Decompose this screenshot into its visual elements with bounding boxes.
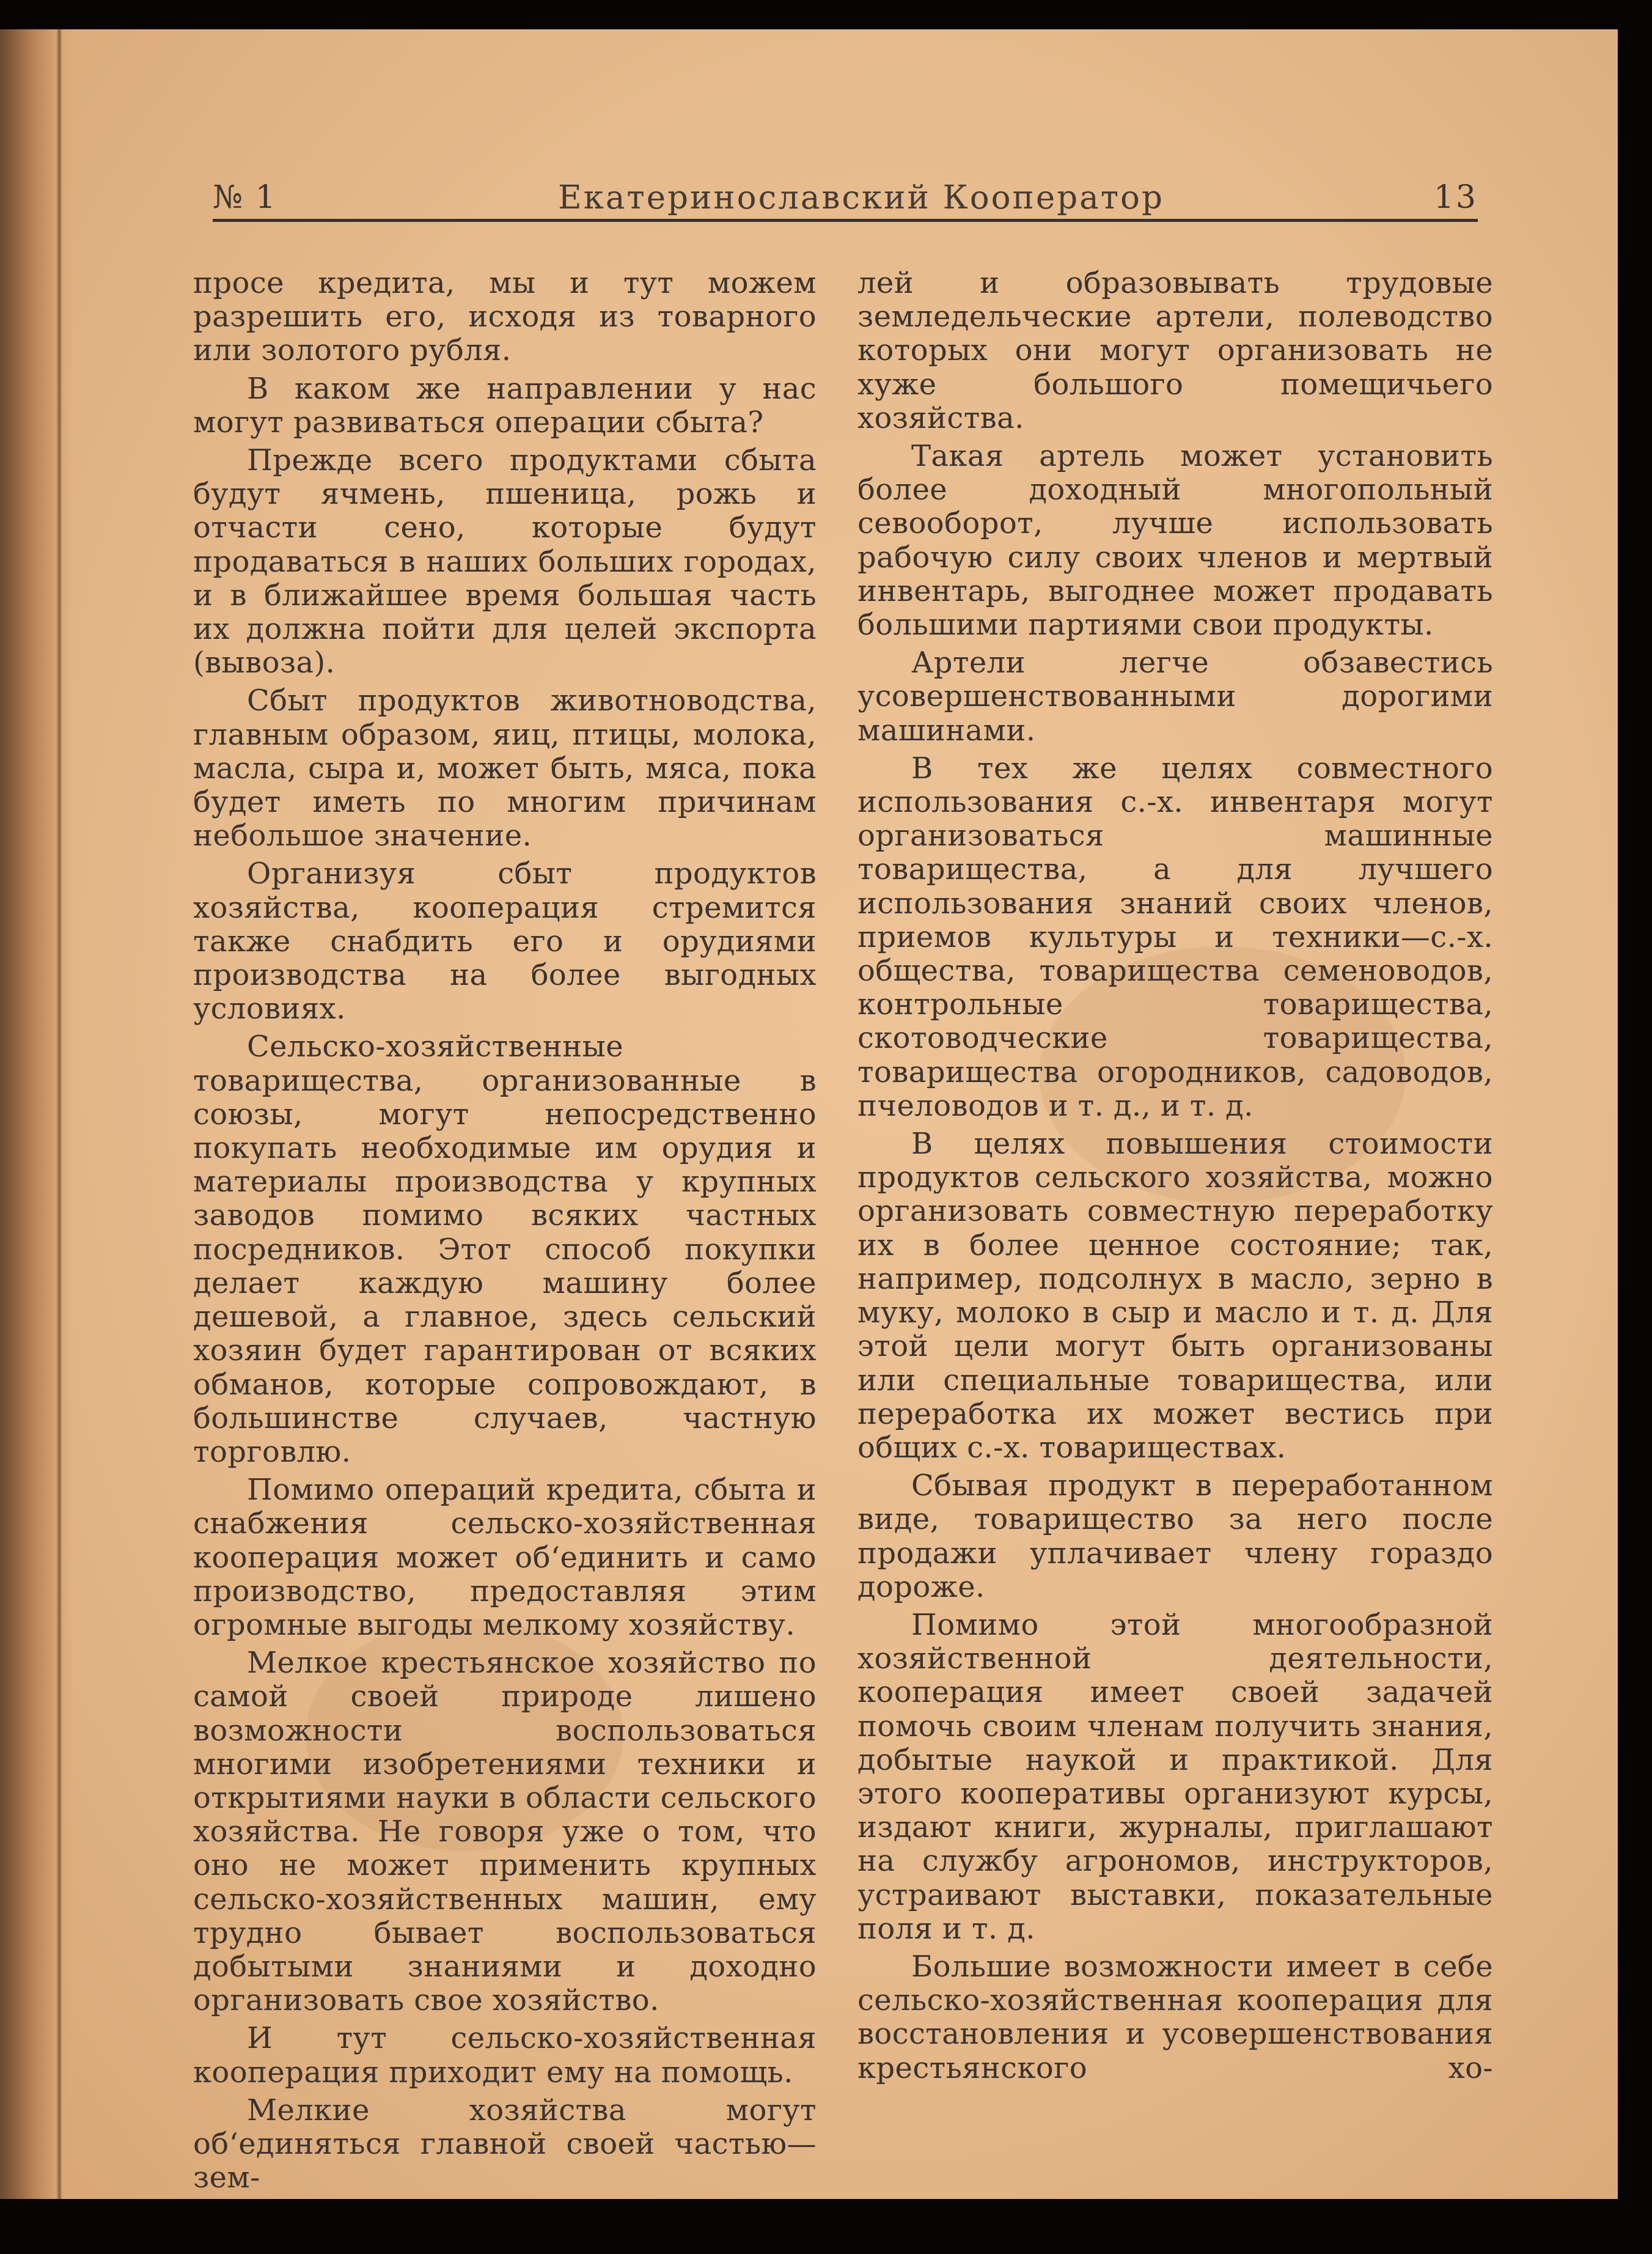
journal-title: Екатеринославский Кооператор <box>558 179 1164 216</box>
paragraph: Помимо этой многообразной хозяйственной деятельности, кооперация имеет своей задачей помочь своим членам получить знания, добытые наукой и практикой. Для этого кооперативы организуют курсы, издают книги, журналы, приглашают на службу агрономов, инструкторов, устраивают выставки, показательные поля и т. д. <box>857 1607 1493 1946</box>
paragraph: Сельско-хозяйственные товарищества, организованные в союзы, могут непосредственно покупать необходимые им орудия и материалы производства у крупных заводов помимо всяких частных посредников. Этот способ покупки делает каждую машину более дешевой, а главное, здесь сельский хозяин будет гарантирован от всяких обманов, которые сопровождают, в большинстве случаев, частную торговлю. <box>193 1029 817 1469</box>
paragraph: И тут сельско-хозяйственная кооперация приходит ему на помощь. <box>193 2021 817 2090</box>
paragraph: В каком же направлении у нас могут развиваться операции сбыта? <box>193 371 817 440</box>
text-column-left <box>193 267 817 2195</box>
paragraph: В целях повышения стоимости продуктов сельского хозяйства, можно организовать совместную переработку их в более ценное состояние; так, например, подсолнух в масло, зерно в муку, молоко в сыр и масло и т. д. Для этой цели могут быть организованы или специальные товарищества, или переработка их может вестись при общих с.-х. товариществах. <box>857 1127 1493 1465</box>
paragraph: лей и образовывать трудовые земледельческие артели, полеводство которых они могут организовать не хуже большого помещичьего хозяйства. <box>857 266 1493 435</box>
binding-crease <box>56 29 62 2199</box>
paragraph: Мелкие хозяйства могут об‘единяться главной своей частью—зем- <box>193 2093 817 2195</box>
running-header <box>213 149 1478 216</box>
issue-number: № 1 <box>213 179 277 216</box>
scan-border-bottom <box>0 2199 1652 2254</box>
paragraph: Большие возможности имеет в себе сельско-хозяйственная кооперация для восстановления и усовершенствования крестьянского хо- <box>857 1949 1493 2085</box>
paragraph: Мелкое крестьянское хозяйство по самой своей природе лишено возможности воспользоваться многими изобретениями техники и открытиями науки в области сельского хозяйства. Не говоря уже о том, что оно не может применить крупных сельско-хозяйственных машин, ему трудно бывает воспользоваться добытыми знаниями и доходно организовать свое хозяйство. <box>193 1646 817 2018</box>
paragraph: В тех же целях совместного использования с.-х. инвентаря могут организоваться машинные товарищества, а для лучшего использования знаний своих членов, приемов культуры и техники—с.-х. общества, товарищества семеноводов, контрольные товарищества, скотоводческие товарищества, товарищества огородников, садоводов, пчеловодов и т. д., и т. д. <box>857 751 1493 1123</box>
paragraph: Сбывая продукт в переработанном виде, товарищество за него после продажи уплачивает члену гораздо дороже. <box>857 1468 1493 1604</box>
text-column-right <box>857 267 1493 2085</box>
page-number: 13 <box>1433 179 1478 216</box>
magazine-page <box>0 29 1618 2199</box>
paragraph: Помимо операций кредита, сбыта и снабжения сельско-хозяйственная кооперация может об‘единить и само производство, предоставляя этим огромные выгоды мелкому хозяйству. <box>193 1473 817 1642</box>
paragraph: Организуя сбыт продуктов хозяйства, кооперация стремится также снабдить его и орудиями производства на более выгодных условиях. <box>193 856 817 1026</box>
paragraph: Прежде всего продуктами сбыта будут ячмень, пшеница, рожь и отчасти сено, которые будут продаваться в наших больших городах, и в ближайшее время большая часть их должна пойти для целей экспорта (вывоза). <box>193 443 817 680</box>
paragraph: Такая артель может установить более доходный многопольный севооборот, лучше использовать рабочую силу своих членов и мертвый инвентарь, выгоднее может продавать большими партиями свои продукты. <box>857 439 1493 643</box>
paragraph: Артели легче обзавестись усовершенствованными дорогими машинами. <box>857 646 1493 748</box>
paragraph: просе кредита, мы и тут можем разрешить его, исходя из товарного или золотого рубля. <box>193 266 817 368</box>
scan-border-top <box>0 0 1652 29</box>
header-rule <box>213 219 1478 222</box>
scan-border-right <box>1618 0 1652 2254</box>
page-binding-shadow <box>0 29 73 2199</box>
paragraph: Сбыт продуктов животноводства, главным образом, яиц, птицы, молока, масла, сыра и, может быть, мяса, пока будет иметь по многим причинам небольшое значение. <box>193 683 817 853</box>
